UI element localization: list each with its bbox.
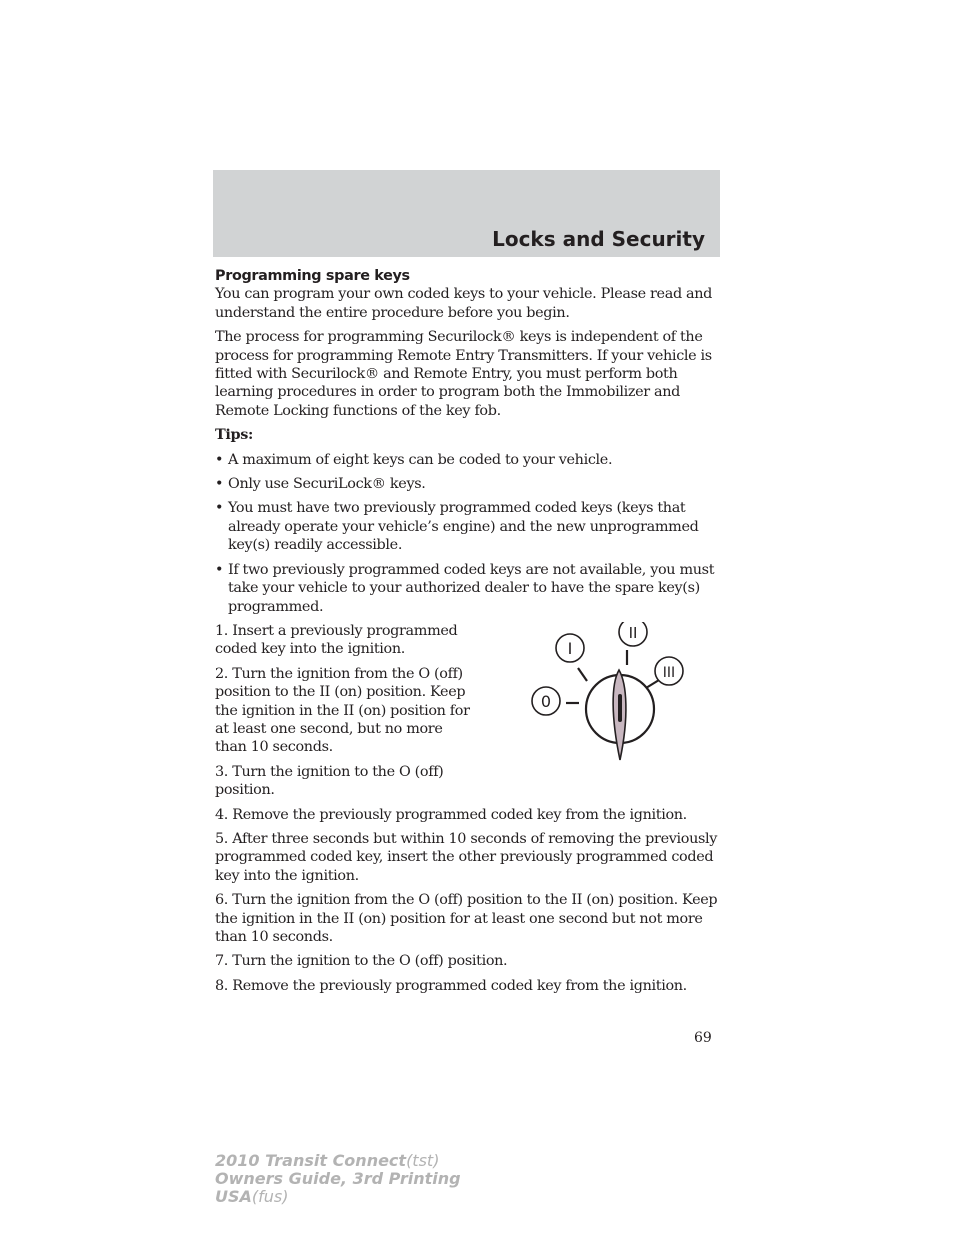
intro-paragraph: You can program your own coded keys to your vehicle. Please read and understand the entire procedure before you begin.	[215, 286, 713, 321]
bullet-symbol: •	[215, 476, 224, 493]
bullet-symbol: •	[215, 500, 224, 517]
footer-model: 2010 Transit Connect	[215, 1151, 407, 1170]
label-start	[655, 657, 683, 685]
step-item: 3. Turn the ignition to the O (off) position.	[215, 763, 444, 799]
tip-item	[215, 499, 720, 554]
tip-text: A maximum of eight keys can be coded to your vehicle.	[228, 451, 613, 468]
step-item: 1. Insert a previously programmed coded key into the ignition.	[215, 622, 458, 658]
label-start-text: III	[662, 664, 676, 681]
footer-market: USA	[215, 1187, 252, 1206]
page-content	[215, 267, 720, 995]
page-heading: Programming spare keys	[215, 268, 410, 284]
step-item: 5. After three seconds but within 10 seconds of removing the previously programmed coded key, insert the other previously programmed coded key into the ignition.	[215, 830, 718, 884]
label-off	[532, 687, 560, 715]
step-item: 7. Turn the ignition to the O (off) position.	[215, 953, 508, 970]
step-item: 2. Turn the ignition from the O (off) position to the II (on) position. Keep the ignition in the II (on) position for at least one second, but no more than 10 seconds.	[215, 665, 470, 756]
bullet-symbol: •	[215, 451, 224, 468]
tip-text: You must have two previously programmed coded keys (keys that already operate your vehicle’s engine) and the new unprogrammed key(s) readily accessible.	[228, 500, 699, 554]
footer-line-3	[215, 1188, 461, 1206]
ignition-diagram	[515, 622, 685, 762]
tip-item	[215, 561, 720, 616]
label-on-text: II	[628, 623, 638, 642]
header-band	[213, 170, 720, 257]
section-title: Locks and Security	[492, 227, 705, 251]
step-item: 4. Remove the previously programmed coded key from the ignition.	[215, 806, 687, 823]
tip-text: Only use SecuriLock® keys.	[228, 476, 426, 493]
footer	[215, 1152, 461, 1206]
label-accessory-text: I	[567, 638, 573, 658]
step-item: 8. Remove the previously programmed coded key from the ignition.	[215, 977, 687, 994]
label-on	[619, 622, 647, 646]
footer-model-code: (tst)	[406, 1151, 440, 1170]
tip-item	[215, 475, 720, 493]
label-off-text: 0	[540, 691, 552, 711]
process-paragraph: The process for programming Securilock® keys is independent of the process for programming Remote Entry Transmitters. If your vehicle is fitted with Securilock® and Remote Entry, you must perform both learning procedures in order to program both the Immobilizer and Remote Locking functions of the key fob.	[215, 329, 712, 419]
page-number: 69	[694, 1030, 712, 1046]
label-accessory	[556, 634, 584, 662]
steps-with-diagram	[215, 622, 720, 800]
footer-line-2: Owners Guide, 3rd Printing	[215, 1169, 461, 1188]
tips-label: Tips:	[215, 426, 253, 444]
tip-text: If two previously programmed coded keys are not available, you must take your vehicle to your authorized dealer to have the spare key(s) programmed.	[228, 561, 715, 615]
footer-market-code: (fus)	[251, 1187, 289, 1206]
ignition-switch-graphic	[566, 650, 659, 760]
tip-item	[215, 451, 720, 469]
step-item: 6. Turn the ignition from the O (off) position to the II (on) position. Keep the ignition in the II (on) position for at least one second but not more than 10 seconds.	[215, 892, 718, 945]
bullet-symbol: •	[215, 561, 224, 578]
footer-line-1	[215, 1152, 461, 1170]
